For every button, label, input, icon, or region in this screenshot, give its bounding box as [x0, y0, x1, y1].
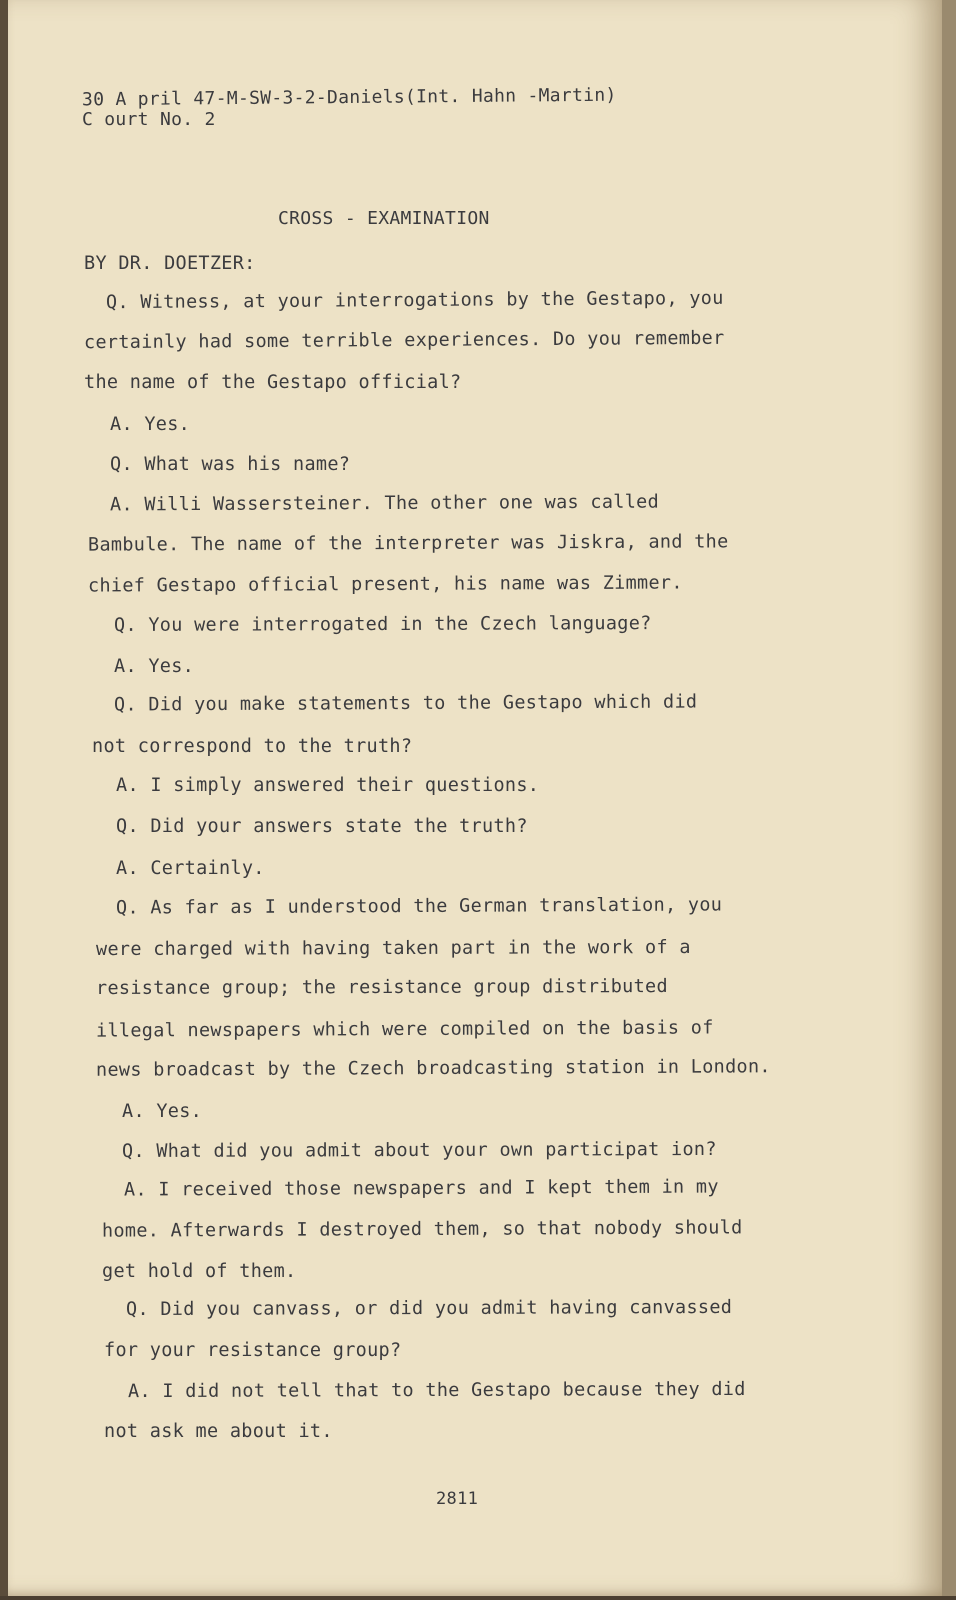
transcript-line: A. Yes. [122, 1101, 203, 1122]
page-number: 2811 [436, 1489, 479, 1509]
transcript-line: illegal newspapers which were compiled on the basis of [95, 1017, 714, 1042]
transcript-line: Q. Did your answers state the truth? [116, 816, 528, 837]
transcript-line: get hold of them. [102, 1261, 297, 1282]
transcript-line: Q. You were interrogated in the Czech language? [113, 613, 652, 636]
scan-border-bottom [0, 1596, 956, 1600]
transcript-line: Q. What was his name? [110, 454, 351, 475]
transcript-line: news broadcast by the Czech broadcasting station in London. [95, 1056, 771, 1081]
transcript-line: certainly had some terrible experiences. Do you remember [83, 327, 725, 354]
transcript-line: not correspond to the truth? [92, 736, 413, 757]
transcript-line: Q. What did you admit about your own participat ion? [121, 1138, 717, 1163]
transcript-line: resistance group; the resistance group distributed [95, 976, 668, 999]
transcript-line: the name of the Gestapo official? [84, 372, 462, 393]
transcript-line: Q. As far as I understood the German translation, you [115, 894, 723, 919]
transcript-line: A. I did not tell that to the Gestapo because they did [127, 1378, 746, 1403]
transcript-line: not ask me about it. [104, 1421, 333, 1442]
transcript-line: Q. Did you make statements to the Gestapo which did [113, 691, 698, 716]
transcript-line: chief Gestapo official present, his name was Zimmer. [87, 572, 683, 597]
transcript-line: A. I received those newspapers and I kept them in my [123, 1176, 719, 1201]
transcript-line: A. I simply answered their questions. [116, 775, 540, 796]
transcript-line: A. Yes. [114, 656, 195, 677]
transcript-line: A. Certainly. [116, 858, 265, 879]
transcript-line: Q. Witness, at your interrogations by the Gestapo, you [105, 287, 724, 314]
header-court-line: C ourt No. 2 [82, 109, 216, 130]
document-page [8, 0, 942, 1596]
transcript-line: Q. Did you canvass, or did you admit having canvassed [125, 1296, 733, 1321]
section-title: CROSS - EXAMINATION [278, 208, 490, 229]
examiner-heading: BY DR. DOETZER: [84, 253, 256, 274]
transcript-line: for your resistance group? [104, 1340, 402, 1361]
transcript-line: A. Yes. [110, 414, 191, 435]
transcript-line: were charged with having taken part in the work of a [95, 936, 691, 961]
transcript-line: A. Willi Wassersteiner. The other one was called [109, 491, 660, 516]
header-case-line: 30 A pril 47-M-SW-3-2-Daniels(Int. Hahn -Martin) [81, 84, 617, 111]
transcript-line: home. Afterwards I destroyed them, so that nobody should [101, 1217, 743, 1242]
scan-border-left [0, 0, 8, 1600]
transcript-line: Bambule. The name of the interpreter was Jiskra, and the [87, 531, 729, 556]
